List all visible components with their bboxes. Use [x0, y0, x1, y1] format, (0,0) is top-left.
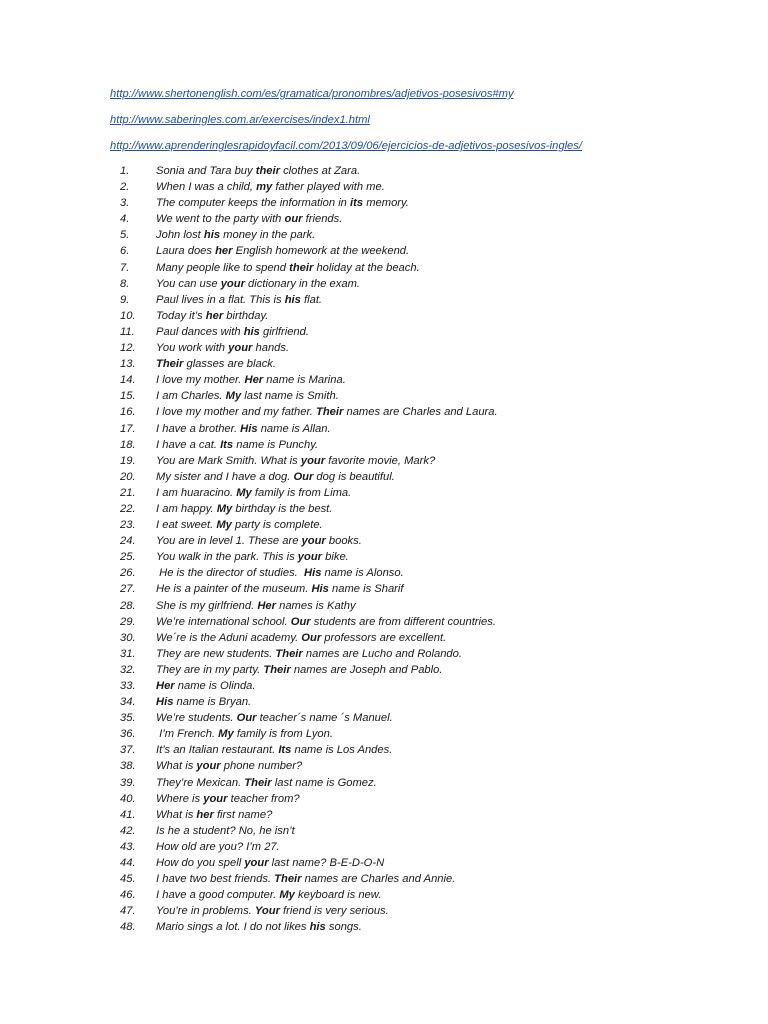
- reference-link[interactable]: http://www.shertonenglish.com/es/gramatica/pronombres/adjetivos-posesivos#my: [110, 88, 514, 100]
- sentence-text: The computer keeps the information in: [156, 197, 351, 210]
- sentence-text: You are in level 1. These are: [156, 535, 302, 548]
- list-item: [120, 533, 498, 549]
- item-sentence: [156, 646, 462, 662]
- sentence-text: I have a good computer.: [156, 889, 280, 902]
- sentence-text: Where is: [156, 792, 204, 805]
- item-number: 11.: [120, 325, 135, 338]
- item-sentence: [156, 903, 389, 919]
- list-item: [120, 710, 498, 726]
- list-item: [120, 356, 498, 372]
- list-item: [120, 227, 498, 243]
- sentence-text: name is Los Andes.: [291, 744, 393, 757]
- item-sentence: [156, 758, 302, 774]
- sentence-text: Mario sings a lot. I do not likes: [156, 921, 310, 934]
- item-sentence: [156, 662, 442, 678]
- possessive-adjective: her: [196, 808, 214, 821]
- sentence-text: favorite movie, Mark?: [325, 454, 436, 467]
- possessive-adjective: Their: [156, 358, 184, 371]
- item-number: 23.: [120, 519, 136, 532]
- item-sentence: [156, 565, 404, 581]
- sentence-text: I’m French.: [156, 728, 219, 741]
- item-sentence: [156, 163, 360, 179]
- list-item: [120, 485, 498, 501]
- sentence-text: I am Charles.: [156, 390, 226, 403]
- sentence-text: We’re international school.: [156, 615, 291, 628]
- possessive-adjective: your: [196, 760, 221, 773]
- item-number: 3.: [120, 197, 130, 210]
- list-item: [120, 855, 498, 871]
- item-number: 35.: [120, 712, 136, 725]
- list-item: [120, 211, 498, 227]
- list-item: [120, 646, 498, 662]
- list-item: [120, 839, 498, 855]
- sentence-text: My sister and I have a dog.: [156, 470, 294, 483]
- sentence-text: songs.: [325, 921, 362, 934]
- list-item: [120, 919, 498, 935]
- sentence-text: I love my mother and my father.: [156, 406, 317, 419]
- list-item: [120, 678, 498, 694]
- sentence-text: father played with me.: [272, 181, 385, 194]
- list-item: [120, 469, 498, 485]
- possessive-adjective: My: [216, 502, 233, 515]
- sentence-text: clothes at Zara.: [279, 165, 361, 177]
- sentence-text: I eat sweet.: [156, 519, 217, 532]
- sentence-text: They are new students.: [156, 647, 276, 660]
- item-number: 19.: [120, 454, 136, 467]
- possessive-adjective: your: [220, 277, 245, 290]
- item-number: 16.: [120, 406, 136, 419]
- sentence-text: money in the park.: [220, 229, 316, 242]
- possessive-adjective: your: [300, 454, 326, 467]
- sentence-text: You are Mark Smith. What is: [156, 454, 301, 467]
- possessive-adjective: your: [301, 535, 326, 548]
- sentence-text: holiday at the beach.: [313, 261, 420, 274]
- possessive-adjective: Our: [301, 631, 322, 644]
- sentence-text: It’s an Italian restaurant.: [156, 744, 279, 757]
- possessive-adjective: your: [203, 792, 228, 805]
- sentence-text: They’re Mexican.: [156, 776, 245, 789]
- possessive-adjective: her: [215, 245, 233, 258]
- item-number: 34.: [120, 696, 136, 709]
- item-sentence: [156, 533, 362, 549]
- sentence-text: Sonia and Tara buy: [156, 165, 256, 177]
- sentence-text: family is from Lima.: [251, 486, 352, 499]
- sentence-text: We´re is the Aduni academy.: [156, 631, 302, 644]
- possessive-adjective: My: [225, 390, 242, 403]
- possessive-adjective: Our: [290, 615, 311, 628]
- list-item: [120, 742, 498, 758]
- item-sentence: [156, 517, 323, 533]
- sentence-text: glasses are black.: [183, 358, 277, 371]
- list-item: [120, 662, 498, 678]
- item-number: 44.: [120, 857, 136, 870]
- sentence-text: girlfriend.: [259, 325, 309, 338]
- sentence-text: What is: [156, 808, 197, 821]
- list-item: [120, 163, 498, 179]
- sentence-text: last name is Gomez.: [271, 776, 377, 789]
- sentence-text: John lost: [156, 229, 204, 242]
- list-item: [120, 243, 498, 259]
- item-number: 17.: [120, 422, 136, 435]
- sentence-text: first name?: [213, 808, 273, 821]
- item-sentence: [156, 775, 377, 791]
- possessive-adjective: Your: [254, 905, 280, 918]
- item-number: 2.: [120, 181, 130, 194]
- list-item: [120, 517, 498, 533]
- item-number: 14.: [120, 374, 136, 387]
- item-number: 45.: [120, 873, 136, 886]
- item-number: 24.: [120, 535, 136, 548]
- item-sentence: [156, 823, 295, 839]
- sentence-text: Laura does: [156, 245, 216, 258]
- item-sentence: [156, 243, 409, 259]
- sentence-text: family is from Lyon.: [233, 728, 333, 741]
- possessive-adjective: their: [255, 165, 280, 177]
- item-number: 29.: [120, 615, 136, 628]
- item-sentence: [156, 694, 251, 710]
- possessive-adjective: My: [236, 486, 252, 499]
- item-sentence: [156, 791, 300, 807]
- possessive-adjective: My: [218, 728, 234, 741]
- item-number: 5.: [120, 229, 130, 242]
- item-number: 9.: [120, 293, 130, 306]
- sentence-text: You work with: [156, 342, 229, 355]
- item-number: 7.: [120, 261, 130, 274]
- list-item: [120, 195, 498, 211]
- sentence-text: I love my mother.: [156, 374, 245, 387]
- item-number: 47.: [120, 905, 136, 918]
- item-sentence: [156, 453, 435, 469]
- list-item: [120, 404, 498, 420]
- item-number: 10.: [120, 309, 136, 322]
- item-sentence: [156, 855, 384, 871]
- item-number: 40.: [120, 792, 136, 805]
- list-item: [120, 324, 498, 340]
- sentence-text: names are Charles and Annie.: [301, 873, 456, 886]
- item-sentence: [156, 276, 360, 292]
- sentence-text: names are Joseph and Pablo.: [290, 663, 443, 676]
- possessive-adjective: His: [304, 567, 322, 580]
- possessive-adjective: Her: [257, 599, 276, 612]
- item-number: 18.: [120, 438, 136, 451]
- sentence-text: phone number?: [220, 760, 303, 773]
- list-item: [120, 630, 498, 646]
- item-number: 1.: [120, 165, 130, 177]
- item-sentence: [156, 227, 315, 243]
- sentence-text: I have two best friends.: [156, 873, 275, 886]
- list-item: [120, 823, 498, 839]
- item-sentence: [156, 871, 455, 887]
- possessive-adjective: their: [289, 261, 314, 274]
- possessive-adjective: Her: [156, 680, 175, 692]
- item-number: 41.: [120, 808, 136, 821]
- item-number: 31.: [120, 647, 136, 660]
- item-number: 38.: [120, 760, 136, 773]
- list-item: [120, 565, 498, 581]
- reference-links: [110, 86, 582, 164]
- list-item: [120, 549, 498, 565]
- sentence-text: books.: [325, 535, 362, 548]
- sentence-text: You’re in problems.: [156, 905, 255, 918]
- item-number: 26.: [120, 567, 136, 580]
- sentence-text: professors are excellent.: [321, 631, 447, 644]
- possessive-adjective: His: [240, 422, 258, 435]
- possessive-adjective: Their: [263, 663, 291, 676]
- item-sentence: [156, 549, 349, 565]
- item-number: 25.: [120, 551, 136, 564]
- item-number: 12.: [120, 342, 136, 355]
- possessive-adjective: her: [205, 309, 224, 322]
- item-sentence: [156, 292, 322, 308]
- item-number: 6.: [120, 245, 130, 258]
- possessive-adjective: your: [228, 342, 253, 355]
- item-number: 33.: [120, 680, 136, 692]
- item-sentence: [156, 630, 446, 646]
- item-sentence: [156, 211, 342, 227]
- item-number: 37.: [120, 744, 136, 757]
- item-sentence: [156, 308, 268, 324]
- list-item: [120, 887, 498, 903]
- sentence-text: name is Alonso.: [321, 567, 404, 580]
- sentence-text: When I was a child,: [156, 181, 257, 194]
- sentence-text: bike.: [322, 551, 349, 564]
- list-item: [120, 614, 498, 630]
- item-sentence: [156, 340, 289, 356]
- possessive-adjective: your: [297, 551, 323, 564]
- sentence-text: teacher from?: [227, 792, 300, 805]
- item-sentence: [156, 421, 331, 437]
- reference-link[interactable]: http://www.saberingles.com.ar/exercises/index1.html: [110, 114, 370, 126]
- item-sentence: [156, 839, 280, 855]
- sentence-text: name is Sharif: [328, 583, 404, 596]
- sentence-text: You can use: [156, 277, 221, 290]
- list-item: [120, 340, 498, 356]
- list-item: [120, 179, 498, 195]
- list-item: [120, 308, 498, 324]
- sentence-text: names are Charles and Laura.: [343, 406, 498, 419]
- sentence-text: Many people like to spend: [156, 261, 290, 274]
- sentence-text: birthday.: [223, 309, 269, 322]
- item-sentence: [156, 372, 346, 388]
- list-item: [120, 871, 498, 887]
- sentence-text: birthday is the best.: [232, 502, 333, 515]
- sentence-text: He is a painter of the museum.: [156, 583, 312, 596]
- possessive-adjective: His: [311, 583, 329, 596]
- list-item: [120, 598, 498, 614]
- item-sentence: [156, 807, 272, 823]
- sentence-text: They are in my party.: [156, 663, 264, 676]
- possessive-adjective: his: [284, 293, 301, 306]
- sentence-text: students are from different countries.: [310, 615, 496, 628]
- item-number: 27.: [120, 583, 136, 596]
- possessive-adjective: Their: [244, 776, 272, 789]
- sentence-text: He is the director of studies.: [156, 567, 304, 580]
- sentence-text: What is: [156, 760, 197, 773]
- sentence-text: friend is very serious.: [279, 905, 389, 918]
- item-sentence: [156, 437, 318, 453]
- possessive-adjective: My: [279, 889, 295, 902]
- sentence-text: dictionary in the exam.: [244, 277, 360, 290]
- possessive-adjective: Her: [244, 374, 264, 387]
- sentence-text: How old are you? I’m 27.: [156, 840, 280, 853]
- item-number: 28.: [120, 599, 136, 612]
- possessive-adjective: His: [156, 696, 174, 709]
- item-sentence: [156, 485, 351, 501]
- list-item: [120, 437, 498, 453]
- item-sentence: [156, 742, 392, 758]
- item-sentence: [156, 726, 333, 742]
- sentence-text: hands.: [252, 342, 290, 355]
- exercise-list: [120, 163, 498, 936]
- item-number: 42.: [120, 824, 136, 837]
- sentence-text: Paul dances with: [156, 325, 244, 338]
- possessive-adjective: Their: [316, 406, 344, 419]
- sentence-text: I am huaracino.: [156, 486, 237, 499]
- possessive-adjective: his: [243, 325, 260, 338]
- sentence-text: last name? B-E-D-O-N: [268, 857, 385, 870]
- sentence-text: teacher´s name ´s Manuel.: [256, 712, 393, 725]
- item-sentence: [156, 919, 362, 935]
- list-item: [120, 501, 498, 517]
- item-sentence: [156, 388, 339, 404]
- item-sentence: [156, 260, 420, 276]
- sentence-text: dog is beautiful.: [313, 470, 395, 483]
- item-number: 43.: [120, 840, 136, 853]
- possessive-adjective: his: [203, 229, 221, 242]
- sentence-text: flat.: [300, 293, 323, 306]
- item-number: 30.: [120, 631, 136, 644]
- item-sentence: [156, 324, 309, 340]
- item-number: 48.: [120, 921, 136, 934]
- item-sentence: [156, 469, 395, 485]
- list-item: [120, 726, 498, 742]
- item-sentence: [156, 581, 404, 597]
- sentence-text: memory.: [363, 197, 409, 210]
- list-item: [120, 758, 498, 774]
- item-sentence: [156, 678, 256, 694]
- sentence-text: Is he a student? No, he isn’t: [156, 824, 295, 837]
- list-item: [120, 260, 498, 276]
- item-number: 15.: [120, 390, 136, 403]
- item-number: 8.: [120, 277, 130, 290]
- item-number: 39.: [120, 776, 136, 789]
- sentence-text: party is complete.: [231, 519, 323, 532]
- sentence-text: name is Marina.: [263, 374, 346, 387]
- sentence-text: name is Punchy.: [233, 438, 319, 451]
- list-item: [120, 372, 498, 388]
- item-sentence: [156, 710, 393, 726]
- sentence-text: names are Lucho and Rolando.: [302, 647, 462, 660]
- item-number: 36.: [120, 728, 136, 741]
- possessive-adjective: our: [284, 213, 303, 226]
- possessive-adjective: My: [216, 519, 232, 532]
- list-item: [120, 775, 498, 791]
- item-sentence: [156, 404, 498, 420]
- list-item: [120, 453, 498, 469]
- list-item: [120, 421, 498, 437]
- sentence-text: Today it’s: [156, 309, 206, 322]
- item-sentence: [156, 356, 276, 372]
- item-number: 46.: [120, 889, 136, 902]
- item-number: 21.: [120, 486, 136, 499]
- list-item: [120, 903, 498, 919]
- sentence-text: We went to the party with: [156, 213, 285, 226]
- sentence-text: keyboard is new.: [294, 889, 382, 902]
- item-number: 13.: [120, 358, 136, 371]
- item-sentence: [156, 501, 332, 517]
- sentence-text: name is Olinda.: [174, 680, 256, 692]
- possessive-adjective: Their: [275, 647, 303, 660]
- sentence-text: She is my girlfriend.: [156, 599, 258, 612]
- item-sentence: [156, 598, 356, 614]
- possessive-adjective: his: [309, 921, 326, 934]
- item-sentence: [156, 887, 381, 903]
- sentence-text: We’re students.: [156, 712, 237, 725]
- possessive-adjective: its: [350, 197, 364, 210]
- sentence-text: English homework at the weekend.: [232, 245, 410, 258]
- sentence-text: I am happy.: [156, 502, 217, 515]
- possessive-adjective: Our: [236, 712, 257, 725]
- sentence-text: name is Bryan.: [173, 696, 252, 709]
- list-item: [120, 791, 498, 807]
- item-sentence: [156, 195, 409, 211]
- sentence-text: How do you spell: [156, 857, 245, 870]
- possessive-adjective: Its: [278, 744, 292, 757]
- reference-link[interactable]: http://www.aprenderinglesrapidoyfacil.com/2013/09/06/ejercicios-de-adjetivos-posesivos-ingles/: [110, 140, 582, 152]
- sentence-text: last name is Smith.: [241, 390, 339, 403]
- item-number: 20.: [120, 470, 136, 483]
- possessive-adjective: Their: [274, 873, 302, 886]
- possessive-adjective: Our: [293, 470, 314, 483]
- list-item: [120, 292, 498, 308]
- item-sentence: [156, 179, 385, 195]
- possessive-adjective: your: [244, 857, 269, 870]
- list-item: [120, 388, 498, 404]
- sentence-text: names is Kathy: [276, 599, 356, 612]
- item-sentence: [156, 614, 496, 630]
- list-item: [120, 581, 498, 597]
- list-item: [120, 807, 498, 823]
- sentence-text: I have a brother.: [156, 422, 241, 435]
- possessive-adjective: my: [256, 181, 273, 194]
- sentence-text: friends.: [302, 213, 343, 226]
- sentence-text: You walk in the park. This is: [156, 551, 298, 564]
- sentence-text: Paul lives in a flat. This is: [156, 293, 285, 306]
- sentence-text: I have a cat.: [156, 438, 221, 451]
- list-item: [120, 276, 498, 292]
- list-item: [120, 694, 498, 710]
- sentence-text: name is Allan.: [257, 422, 331, 435]
- item-number: 32.: [120, 663, 136, 676]
- possessive-adjective: Its: [220, 438, 234, 451]
- item-number: 22.: [120, 502, 136, 515]
- item-number: 4.: [120, 213, 130, 226]
